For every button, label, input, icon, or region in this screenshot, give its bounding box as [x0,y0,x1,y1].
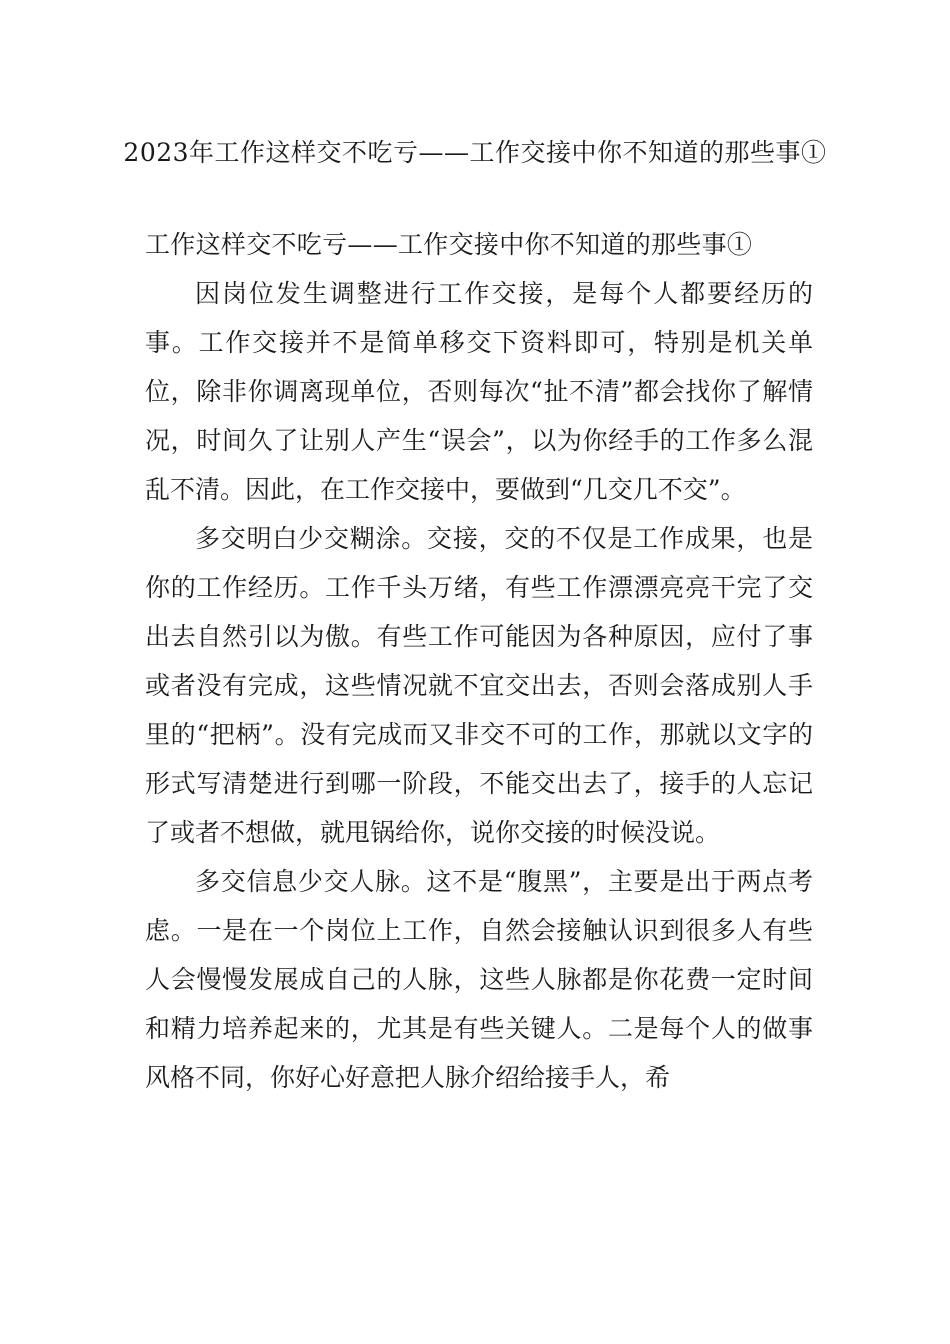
paragraph: 多交明白少交糊涂。交接，交的不仅是工作成果，也是你的工作经历。工作千头万绪，有些工作漂漂亮亮干完了交出去自然引以为傲。有些工作可能因为各种原因，应付了事或者没有完成，这些情况就不宜交出去，否则会落成别人手里的“把柄”。没有完成而又非交不可的工作，那就以文字的形式写清楚进行到哪一阶段，不能交出去了，接手的人忘记了或者不想做，就甩锅给你，说你交接的时候没说。 [145,524,813,847]
paragraph: 因岗位发生调整进行工作交接，是每个人都要经历的事。工作交接并不是简单移交下资料即可，特别是机关单位，除非你调离现单位，否则每次“扯不清”都会找你了解情况，时间久了让别人产生“误会”，以为你经手的工作多么混乱不清。因此，在工作交接中，要做到“几交几不交”。 [145,279,813,504]
paragraph: 多交信息少交人脉。这不是“腹黑”，主要是出于两点考虑。一是在一个岗位上工作，自然会接触认识到很多人有些人会慢慢发展成自己的人脉，这些人脉都是你花费一定时间和精力培养起来的，尤其是有些关键人。二是每个人的做事风格不同，你好心好意把人脉介绍给接手人，希 [145,867,813,1092]
document-subtitle: 工作这样交不吃亏——工作交接中你不知道的那些事① [145,230,753,259]
document-title: 2023年工作这样交不吃亏——工作交接中你不知道的那些事① [123,138,827,167]
document-body [145,220,813,1102]
